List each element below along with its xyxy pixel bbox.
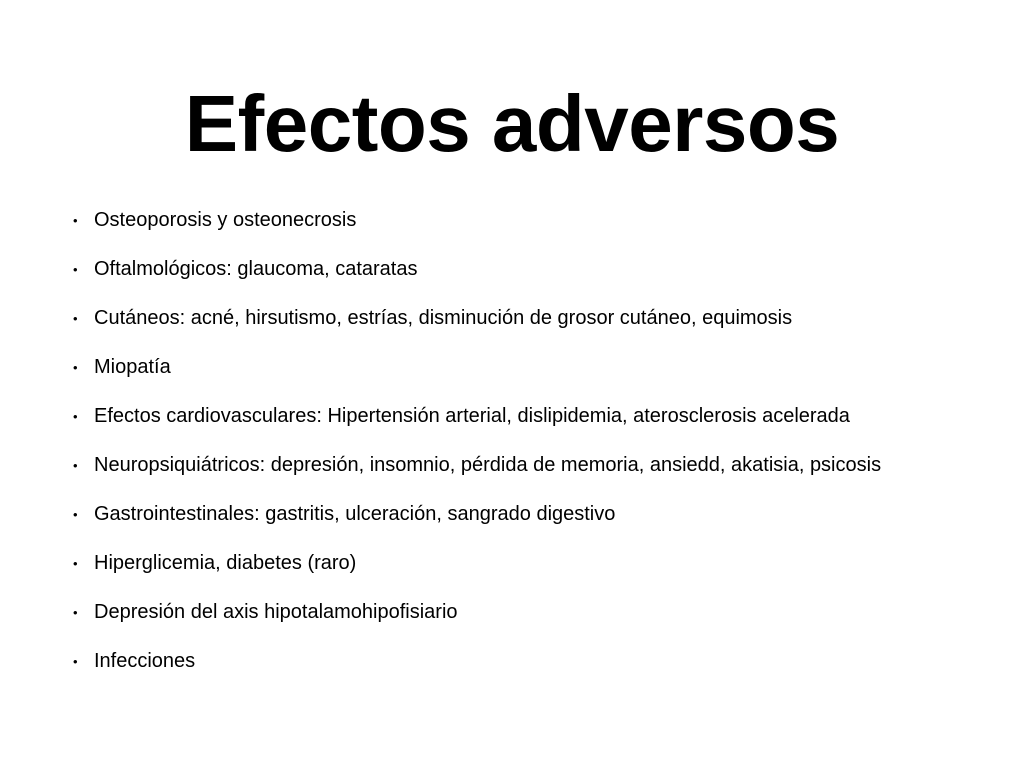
list-item-text: Infecciones: [94, 650, 196, 672]
bullet-icon: •: [73, 360, 78, 375]
list-item-text: Gastrointestinales: gastritis, ulceración, sangrado digestivo: [94, 503, 616, 525]
list-item: [70, 502, 950, 526]
slide-title: Efectos adversos: [184, 79, 840, 168]
bullet-icon: •: [73, 458, 78, 473]
bullet-icon: •: [73, 507, 78, 522]
list-item-text: Miopatía: [94, 356, 171, 378]
list-item-text: Osteoporosis y osteonecrosis: [94, 209, 357, 231]
list-item: [70, 453, 950, 477]
bullet-icon: •: [73, 311, 78, 326]
bullet-icon: •: [73, 409, 78, 424]
list-item: [70, 306, 950, 330]
list-item-text: Neuropsiquiátricos: depresión, insomnio, pérdida de memoria, ansiedd, akatisia, psicosis: [94, 454, 882, 476]
bullet-icon: •: [73, 213, 78, 228]
list-item-text: Depresión del axis hipotalamohipofisiario: [94, 601, 458, 623]
bullet-icon: •: [73, 262, 78, 277]
list-item: [70, 257, 950, 281]
list-item: [70, 551, 950, 575]
list-item: [70, 649, 950, 673]
list-item: [70, 355, 950, 379]
bullet-icon: •: [73, 605, 78, 620]
list-item-text: Efectos cardiovasculares: Hipertensión arterial, dislipidemia, aterosclerosis acelerada: [94, 405, 850, 427]
list-item-text: Oftalmológicos: glaucoma, cataratas: [94, 258, 418, 280]
list-item: [70, 600, 950, 624]
list-item: [70, 404, 950, 428]
list-item: [70, 208, 950, 232]
list-item-text: Hiperglicemia, diabetes (raro): [94, 552, 357, 574]
bullet-list: [70, 208, 950, 698]
bullet-icon: •: [73, 556, 78, 571]
list-item-text: Cutáneos: acné, hirsutismo, estrías, disminución de grosor cutáneo, equimosis: [94, 307, 793, 329]
bullet-icon: •: [73, 654, 78, 669]
